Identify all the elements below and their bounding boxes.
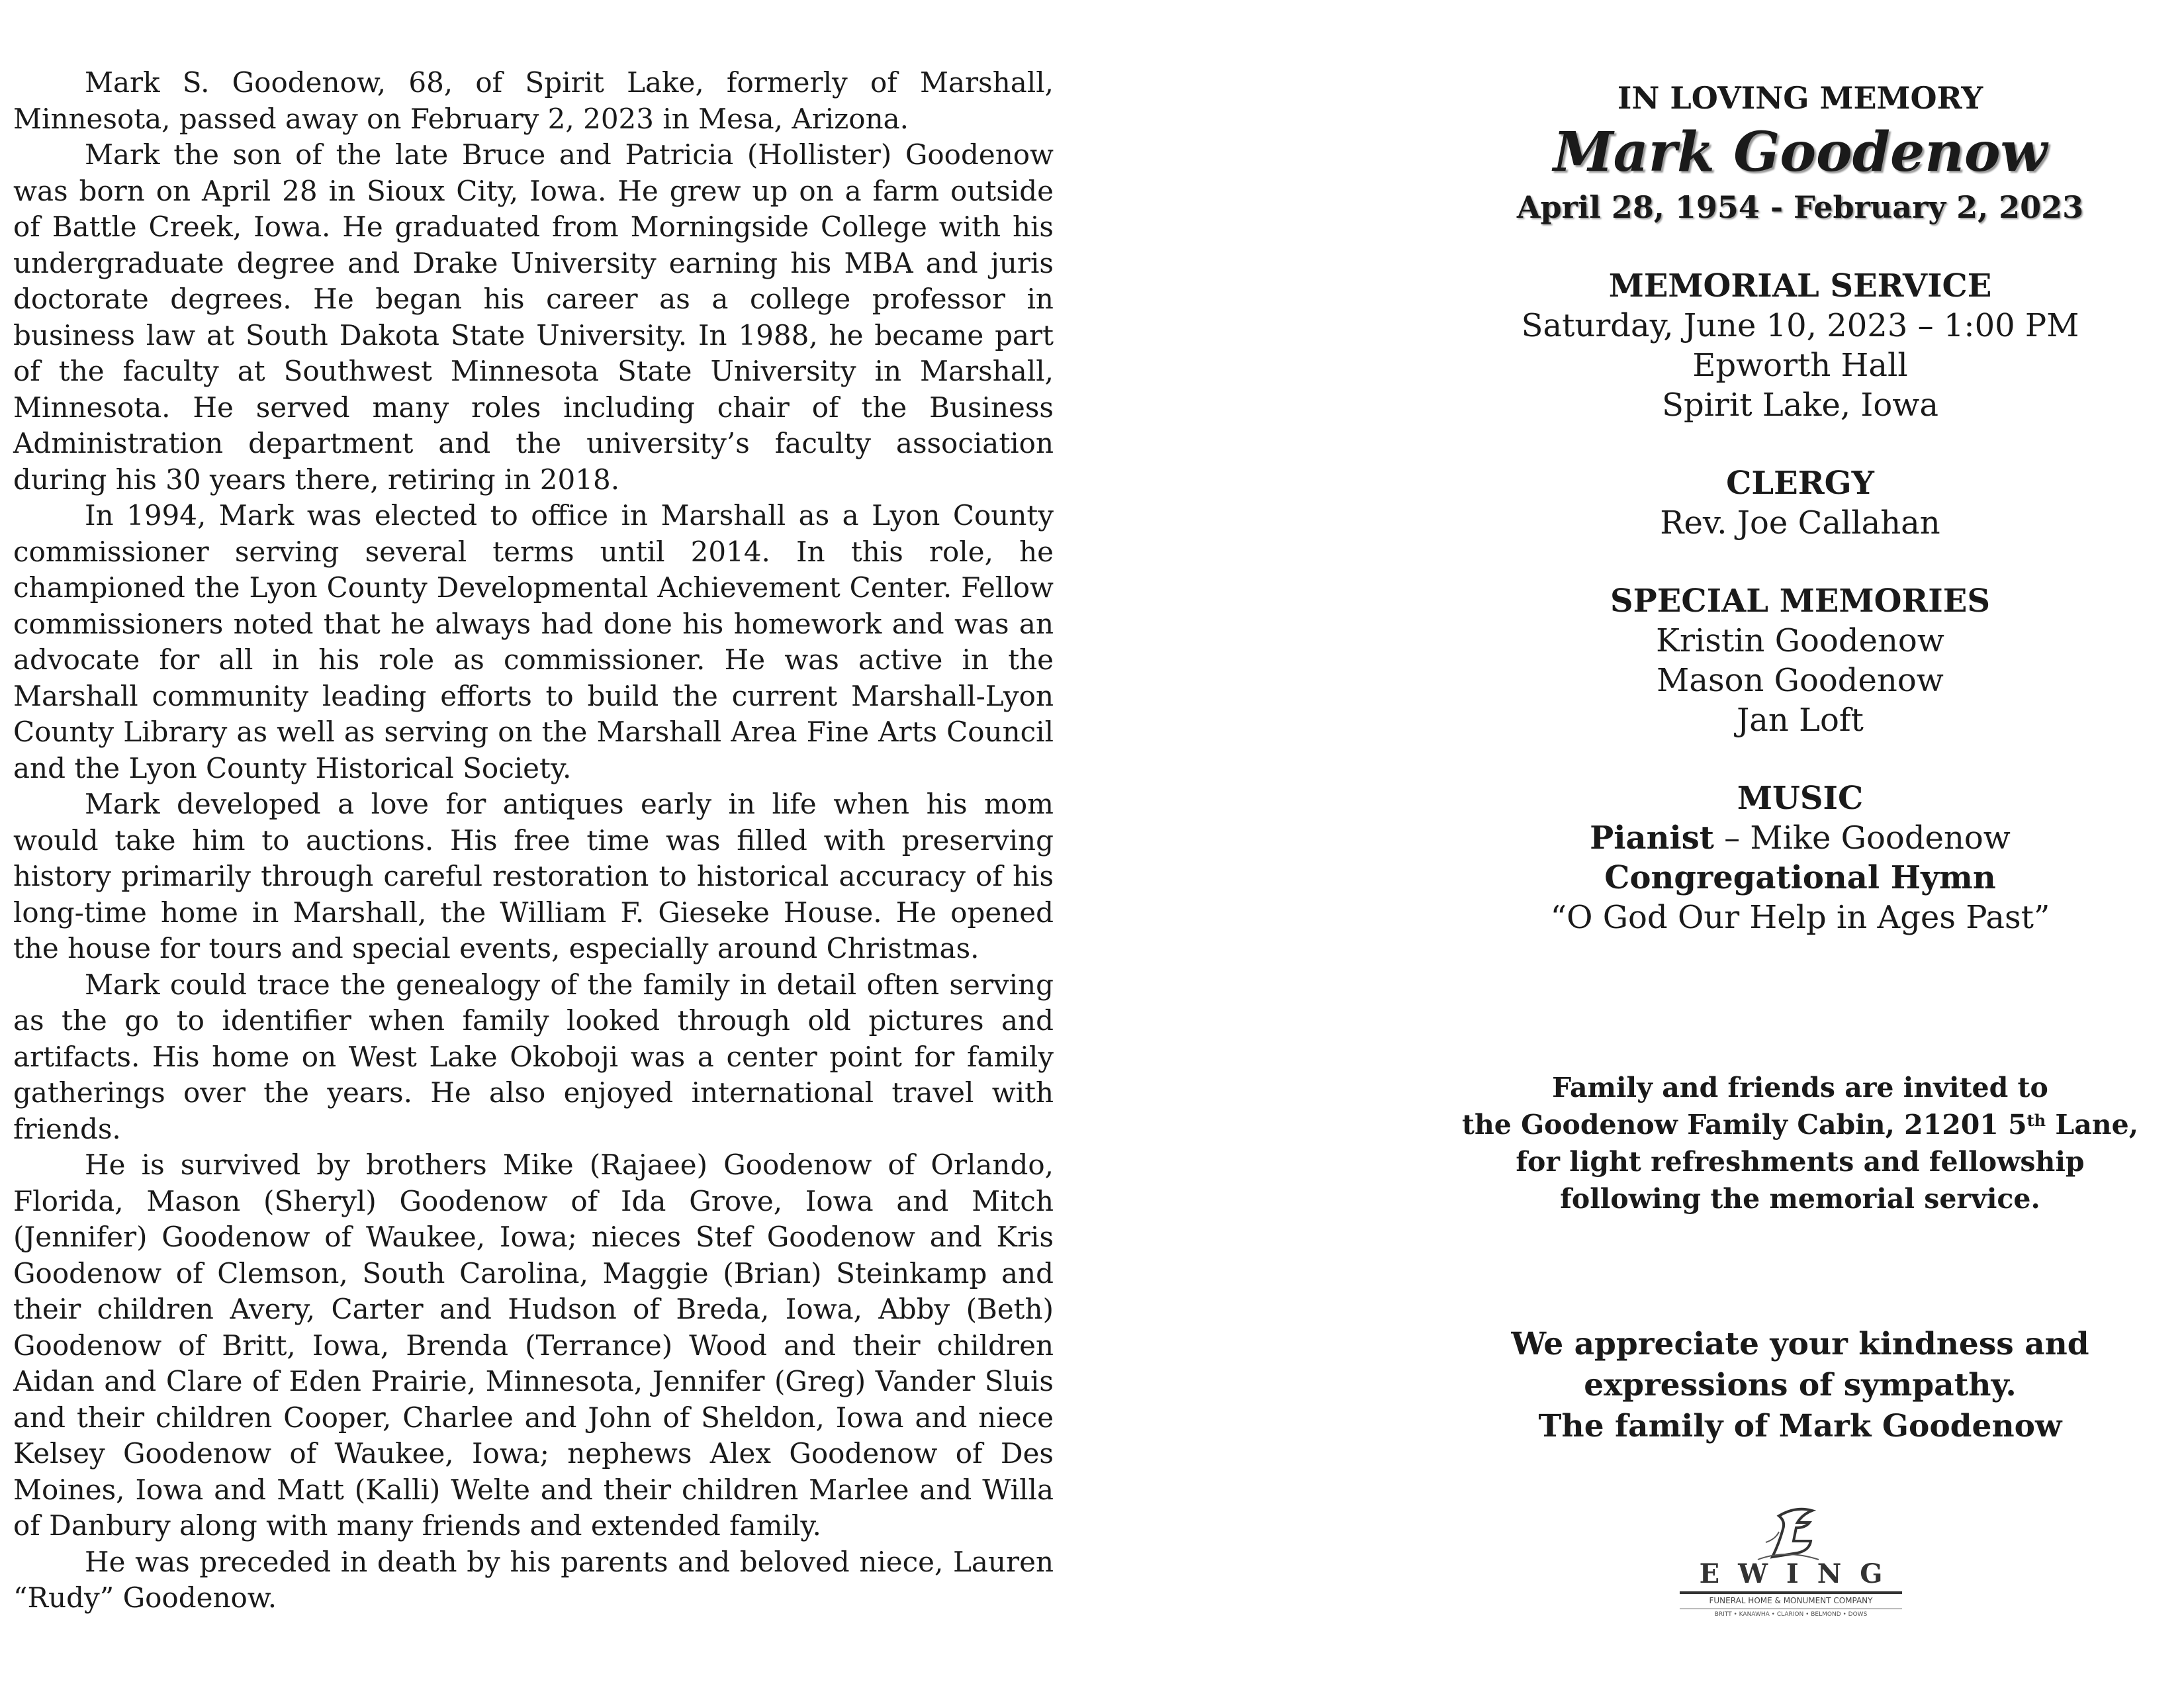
hymn-label-line xyxy=(1436,858,2164,898)
ewing-funeral-home-logo xyxy=(1680,1503,1902,1622)
logo-wordmark: EWING xyxy=(1699,1558,1901,1589)
obituary-text xyxy=(13,65,1054,1617)
obituary-paragraph: He is survived by brothers Mike (Rajaee) Goodenow of Orlando, Florida, Mason (Sheryl) Goodenow of Ida Grove, Iowa and Mitch (Jennifer) Goodenow of Waukee, Iowa; nieces Stef Goodenow and Kris Goodenow of Clemson, South Carolina, Maggie (Brian) Steinkamp and their children Avery, Carter and Hudson of Breda, Iowa, Abby (Beth) Goodenow of Britt, Iowa, Brenda (Terrance) Wood and their children Aidan and Clare of Eden Prairie, Minnesota, Jennifer (Greg) Vander Sluis and their children Cooper, Charlee and John of Sheldon, Iowa and niece Kelsey Goodenow of Waukee, Iowa; nephews Alex Goodenow of Des Moines, Iowa and Matt (Kalli) Welte and their children Marlee and Willa of Danbury along with many friends and extended family. xyxy=(13,1149,1054,1542)
family-thanks xyxy=(1436,1324,2164,1447)
logo-subtitle: FUNERAL HOME & MONUMENT COMPANY xyxy=(1680,1591,1902,1606)
in-loving-memory-heading: IN LOVING MEMORY xyxy=(1617,80,1983,116)
obituary-paragraph: Mark S. Goodenow, 68, of Spirit Lake, formerly of Marshall, Minnesota, passed away on February 2, 2023 in Mesa, Arizona. xyxy=(13,66,1054,135)
service-location: Spirit Lake, Iowa xyxy=(1662,387,1938,424)
thanks-line: The family of Mark Goodenow xyxy=(1538,1408,2062,1444)
invitation-line: Family and friends are invited to xyxy=(1552,1072,2048,1103)
pianist-separator: – xyxy=(1713,820,1751,857)
invitation-line: following the memorial service. xyxy=(1560,1183,2040,1215)
music-title: MUSIC xyxy=(1737,780,1864,817)
deceased-name: Mark Goodenow xyxy=(1553,120,2048,184)
clergy-title: CLERGY xyxy=(1726,465,1874,502)
invitation-address-end: Lane, xyxy=(2046,1109,2138,1141)
thanks-line: We appreciate your kindness and xyxy=(1511,1326,2089,1362)
invitation-ordinal-suffix: th xyxy=(2026,1111,2046,1130)
obituary-paragraph: Mark the son of the late Bruce and Patricia (Hollister) Goodenow was born on April 28 in Sioux City, Iowa. He grew up on a farm outside of Battle Creek, Iowa. He graduated from Morningside College with his undergraduate degree and Drake University earning his MBA and juris doctorate degrees. He began his career as a college professor in business law at South Dakota State University. In 1988, he became part of the faculty at Southwest Minnesota State University in Marshall, Minnesota. He served many roles including chair of the Business Administration department and the university’s faculty association during his 30 years there, retiring in 2018. xyxy=(13,138,1054,496)
logo-locations: BRITT • KANAWHA • CLARION • BELMOND • DOWS xyxy=(1680,1609,1902,1618)
invitation-line: for light refreshments and fellowship xyxy=(1516,1146,2085,1178)
special-memories-title: SPECIAL MEMORIES xyxy=(1610,583,1990,620)
special-memories-section xyxy=(1436,581,2164,740)
special-memories-name: Jan Loft xyxy=(1737,702,1864,739)
pianist-name: Mike Goodenow xyxy=(1750,820,2011,857)
program-panel xyxy=(1436,78,2164,937)
clergy-section xyxy=(1436,463,2164,543)
obituary-paragraph: Mark could trace the genealogy of the family in detail often serving as the go to identifier when family looked through old pictures and artifacts. His home on West Lake Okoboji was a center point for family gatherings over the years. He also enjoyed international travel with friends. xyxy=(13,968,1054,1145)
special-memories-name: Kristin Goodenow xyxy=(1656,622,1944,659)
obituary-paragraph: Mark developed a love for antiques early in life when his mom would take him to auctions. His free time was filled with preserving history primarily through careful restoration to historical accuracy of his long-time home in Marshall, the William F. Gieseke House. He opened the house for tours and special events, especially around Christmas. xyxy=(13,788,1054,964)
pianist-line xyxy=(1436,818,2164,858)
special-memories-name: Mason Goodenow xyxy=(1657,662,1944,699)
pianist-label: Pianist xyxy=(1590,820,1714,857)
invitation-address-text: the Goodenow Family Cabin, 21201 5 xyxy=(1462,1109,2027,1141)
hymn-title: “O God Our Help in Ages Past” xyxy=(1550,899,2050,936)
obituary-paragraph: He was preceded in death by his parents and beloved niece, Lauren “Rudy” Goodenow. xyxy=(13,1545,1054,1614)
clergy-name: Rev. Joe Callahan xyxy=(1660,504,1940,541)
obituary-paragraph: In 1994, Mark was elected to office in Marshall as a Lyon County commissioner serving several terms until 2014. In this role, he championed the Lyon County Developmental Achievement Center. Fellow commissioners noted that he always had done his homework and was an advocate for all in his role as commissioner. He was active in the Marshall community leading efforts to build the current Marshall-Lyon County Library as well as serving on the Marshall Area Fine Arts Council and the Lyon County Historical Society. xyxy=(13,499,1054,784)
hymn-label: Congregational Hymn xyxy=(1604,859,1996,896)
life-dates: April 28, 1954 - February 2, 2023 xyxy=(1516,189,2084,225)
memorial-service-section xyxy=(1436,266,2164,425)
music-section xyxy=(1436,778,2164,937)
invitation-address-line xyxy=(1436,1106,2164,1143)
thanks-line: expressions of sympathy. xyxy=(1584,1367,2017,1403)
memorial-service-title: MEMORIAL SERVICE xyxy=(1608,267,1992,305)
service-venue: Epworth Hall xyxy=(1692,347,1908,384)
service-datetime: Saturday, June 10, 2023 – 1:00 PM xyxy=(1521,307,2079,344)
reception-invitation xyxy=(1436,1069,2164,1217)
